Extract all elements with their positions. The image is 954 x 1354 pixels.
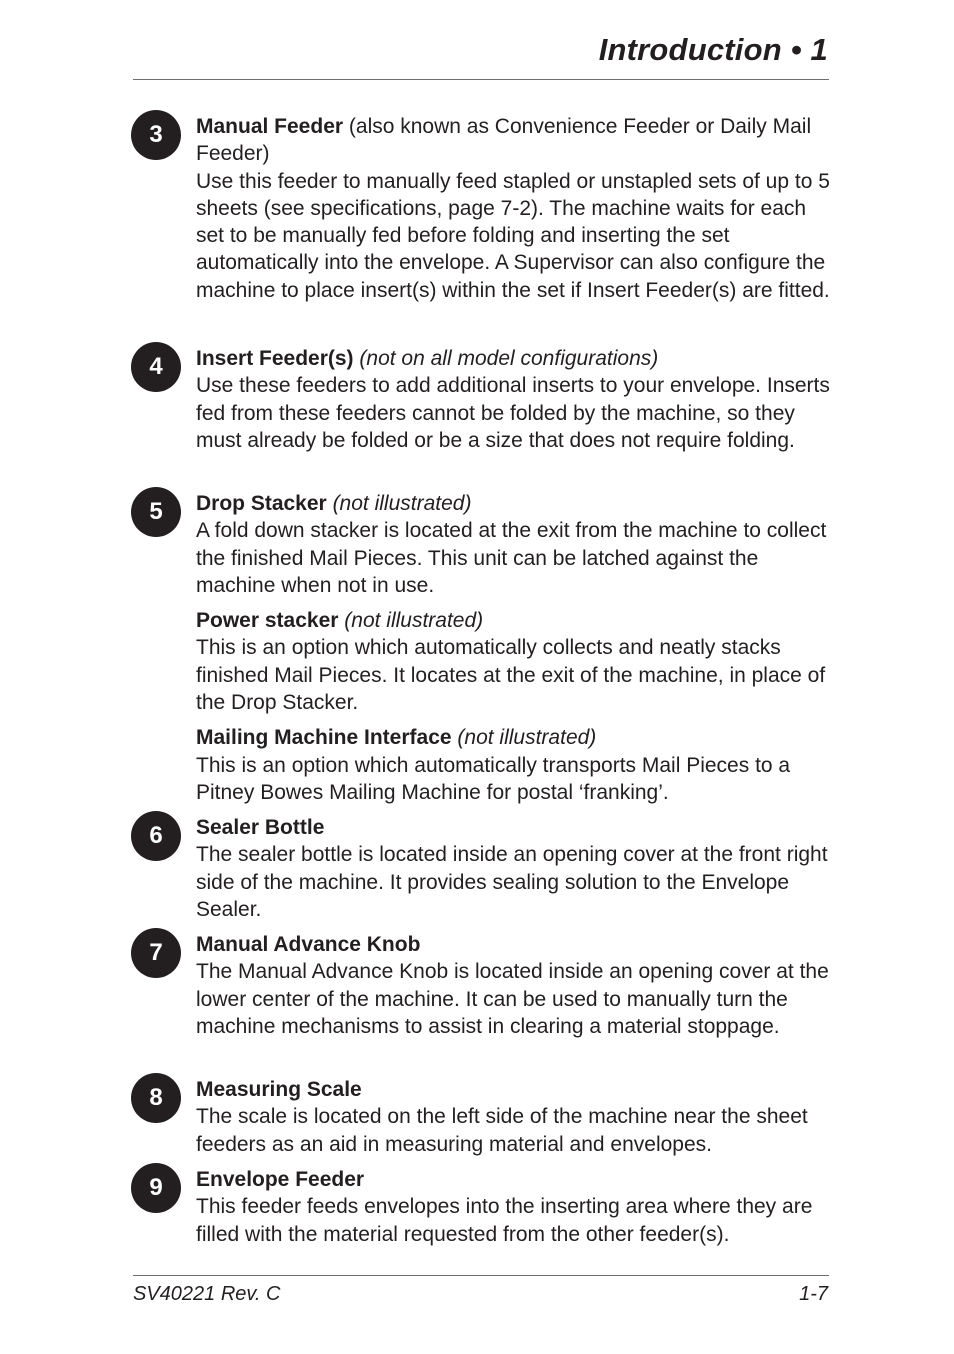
item-number-badge: 3 <box>131 110 181 160</box>
document-id: SV40221 Rev. C <box>133 1283 281 1305</box>
section-text <box>196 1076 831 1158</box>
item-number-badge: 8 <box>131 1073 181 1123</box>
section-text <box>196 814 831 923</box>
section-body: The Manual Advance Knob is located inside an opening cover at the lower center of the machine. It can be used to manually turn the machine mechanisms to assist in clearing a material stoppage. <box>196 960 829 1038</box>
item-number-badge: 6 <box>131 811 181 861</box>
subsection-note: (not illustrated) <box>344 609 484 633</box>
section-note: (not on all model configurations) <box>359 347 659 370</box>
item-number-badge: 9 <box>131 1163 181 1213</box>
section-body: This feeder feeds envelopes into the inserting area where they are filled with the material requested from the other feeder(s). <box>196 1195 813 1246</box>
subsection-body: This is an option which automatically transports Mail Pieces to a Pitney Bowes Mailing Machine for postal ‘franking’. <box>196 753 791 804</box>
section-text <box>196 345 831 454</box>
section-title: Manual Feeder <box>196 115 344 138</box>
subsection-title: Mailing Machine Interface <box>196 726 452 750</box>
section-note: (not illustrated) <box>332 492 472 515</box>
section-text <box>196 490 831 806</box>
section-title: Envelope Feeder <box>196 1168 365 1191</box>
header-rule <box>133 79 829 80</box>
section-title: Measuring Scale <box>196 1078 362 1101</box>
section-text <box>196 113 831 304</box>
section-text <box>196 1166 831 1248</box>
page-title: Introduction • 1 <box>598 32 828 67</box>
section-text <box>196 931 831 1040</box>
item-number-badge: 7 <box>131 928 181 978</box>
footer-rule <box>133 1275 829 1276</box>
section-body: Use these feeders to add additional inserts to your envelope. Inserts fed from these feeders cannot be folded by the machine, so they must already be folded or be a size that does not require folding. <box>196 374 830 452</box>
section-title: Sealer Bottle <box>196 816 325 839</box>
item-number-badge: 5 <box>131 487 181 537</box>
section-title: Drop Stacker <box>196 492 327 515</box>
section-body: A fold down stacker is located at the exit from the machine to collect the finished Mail Pieces. This unit can be latched against the machine when not in use. <box>196 519 827 597</box>
section-body: Use this feeder to manually feed stapled or unstapled sets of up to 5 sheets (see specifications, page 7-2). The machine waits for each set to be manually fed before folding and inserting the set automatically into the envelope. A Supervisor can also configure the machine to place insert(s) within the set if Insert Feeder(s) are fitted. <box>196 169 830 302</box>
section-title: Insert Feeder(s) <box>196 347 354 370</box>
section-body: The sealer bottle is located inside an opening cover at the front right side of the machine. It provides sealing solution to the Envelope Sealer. <box>196 843 828 921</box>
section-title-suffix: (also known as Convenience Feeder or Daily Mail Feeder) <box>196 115 812 166</box>
subsection-title: Power stacker <box>196 609 339 633</box>
subsection-body: This is an option which automatically collects and neatly stacks finished Mail Pieces. It locates at the exit of the machine, in place of the Drop Stacker. <box>196 636 826 715</box>
subsection-note: (not illustrated) <box>457 726 597 750</box>
section-body: The scale is located on the left side of the machine near the sheet feeders as an aid in measuring material and envelopes. <box>196 1105 808 1156</box>
section-title: Manual Advance Knob <box>196 933 421 956</box>
item-number-badge: 4 <box>131 342 181 392</box>
page-number: 1-7 <box>799 1283 828 1305</box>
